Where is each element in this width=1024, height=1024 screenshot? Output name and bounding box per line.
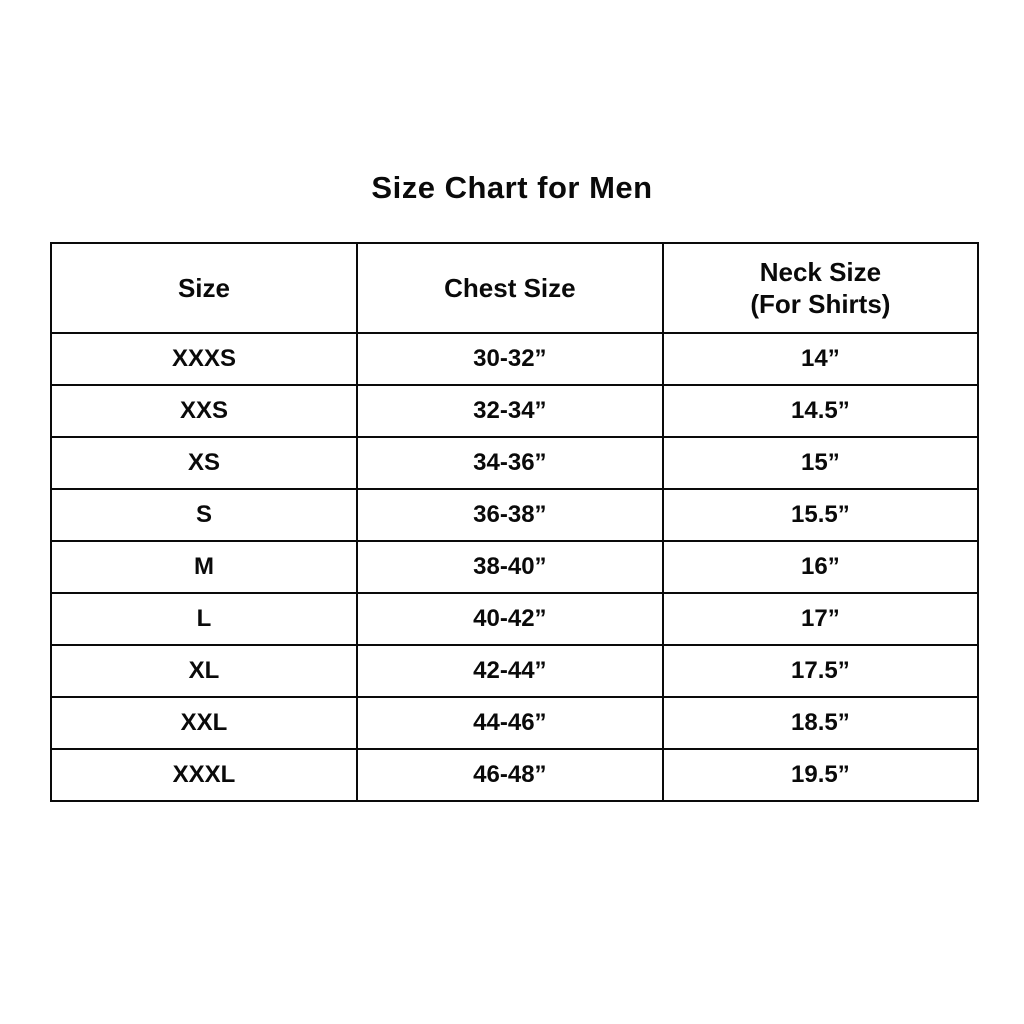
table-row: [51, 333, 978, 385]
cell-neck-size: 16”: [663, 541, 978, 593]
table-row: [51, 437, 978, 489]
header-size: Size: [51, 243, 357, 333]
table-row: [51, 385, 978, 437]
cell-neck-size: 19.5”: [663, 749, 978, 801]
cell-size: XXXS: [51, 333, 357, 385]
header-neck-size: [663, 243, 978, 333]
cell-size: L: [51, 593, 357, 645]
cell-size: M: [51, 541, 357, 593]
table-row: [51, 489, 978, 541]
cell-size: XXS: [51, 385, 357, 437]
cell-chest-size: 30-32”: [357, 333, 663, 385]
cell-size: XL: [51, 645, 357, 697]
cell-size: S: [51, 489, 357, 541]
table-row: [51, 541, 978, 593]
table-row: [51, 749, 978, 801]
cell-chest-size: 34-36”: [357, 437, 663, 489]
cell-chest-size: 36-38”: [357, 489, 663, 541]
size-chart-table: [50, 242, 979, 802]
cell-size: XXL: [51, 697, 357, 749]
header-chest-size: Chest Size: [357, 243, 663, 333]
cell-neck-size: 17.5”: [663, 645, 978, 697]
cell-size: XS: [51, 437, 357, 489]
size-table-body: [51, 333, 978, 801]
cell-chest-size: 46-48”: [357, 749, 663, 801]
header-neck-size-sublabel: (For Shirts): [750, 289, 891, 319]
cell-neck-size: 14”: [663, 333, 978, 385]
table-row: [51, 593, 978, 645]
page-title: Size Chart for Men: [371, 170, 653, 205]
cell-neck-size: 15.5”: [663, 489, 978, 541]
cell-chest-size: 40-42”: [357, 593, 663, 645]
cell-chest-size: 44-46”: [357, 697, 663, 749]
cell-chest-size: 42-44”: [357, 645, 663, 697]
cell-neck-size: 18.5”: [663, 697, 978, 749]
table-row: [51, 697, 978, 749]
cell-chest-size: 32-34”: [357, 385, 663, 437]
cell-neck-size: 14.5”: [663, 385, 978, 437]
header-neck-size-label: Neck Size: [759, 256, 882, 287]
cell-neck-size: 17”: [663, 593, 978, 645]
cell-neck-size: 15”: [663, 437, 978, 489]
header-row: [51, 243, 978, 333]
cell-size: XXXL: [51, 749, 357, 801]
cell-chest-size: 38-40”: [357, 541, 663, 593]
table-row: [51, 645, 978, 697]
